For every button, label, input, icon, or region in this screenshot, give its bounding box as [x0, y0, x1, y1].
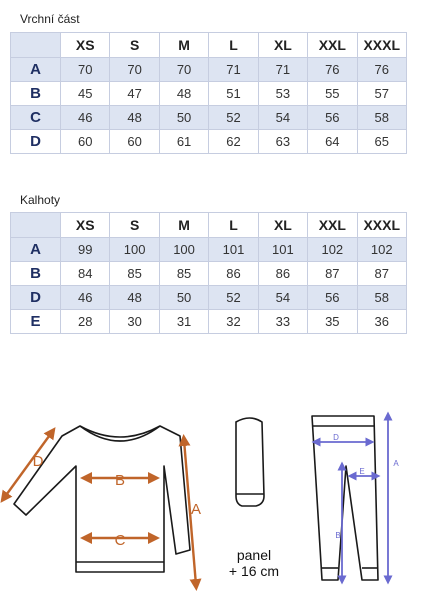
- table-row: [11, 130, 407, 154]
- table-cell: 53: [258, 82, 307, 106]
- table-cell: 63: [258, 130, 307, 154]
- table-cell: 76: [308, 58, 357, 82]
- table-row: [11, 238, 407, 262]
- table-cell: 102: [357, 238, 406, 262]
- size-header: XS: [61, 213, 110, 238]
- top-table-title: Vrchní část: [20, 12, 80, 26]
- table-row: [11, 58, 407, 82]
- pants-label-a: A: [393, 459, 399, 468]
- cuff-panel-outline: [236, 418, 264, 506]
- table-cell: 87: [357, 262, 406, 286]
- top-label-c: C: [114, 532, 126, 549]
- size-header: XL: [258, 33, 307, 58]
- row-label: D: [11, 130, 61, 154]
- table-header-row: [11, 213, 407, 238]
- table-cell: 51: [209, 82, 258, 106]
- table-cell: 102: [308, 238, 357, 262]
- size-header: M: [159, 33, 208, 58]
- size-header: XS: [61, 33, 110, 58]
- table-cell: 56: [308, 286, 357, 310]
- top-label-b: B: [114, 472, 126, 489]
- row-label: C: [11, 106, 61, 130]
- table-cell: 70: [61, 58, 110, 82]
- table-cell: 86: [209, 262, 258, 286]
- table-cell: 62: [209, 130, 258, 154]
- table-cell: 60: [110, 130, 159, 154]
- table-cell: 101: [209, 238, 258, 262]
- table-cell: 86: [258, 262, 307, 286]
- pants-label-e: E: [359, 467, 365, 476]
- table-cell: 32: [209, 310, 258, 334]
- table-cell: 71: [258, 58, 307, 82]
- table-cell: 52: [209, 286, 258, 310]
- row-label: D: [11, 286, 61, 310]
- pants-label-d: D: [333, 433, 339, 442]
- size-header: L: [209, 33, 258, 58]
- table-cell: 76: [357, 58, 406, 82]
- table-header-row: [11, 33, 407, 58]
- table-row: [11, 106, 407, 130]
- table-row: [11, 310, 407, 334]
- table-cell: 36: [357, 310, 406, 334]
- pants-size-table: [10, 212, 407, 334]
- measurement-diagram: [0, 380, 421, 600]
- table-cell: 85: [159, 262, 208, 286]
- table-cell: 55: [308, 82, 357, 106]
- table-cell: 54: [258, 106, 307, 130]
- table-cell: 56: [308, 106, 357, 130]
- row-label: B: [11, 262, 61, 286]
- corner-cell: [11, 213, 61, 238]
- panel-note: [216, 547, 292, 579]
- table-cell: 57: [357, 82, 406, 106]
- table-cell: 30: [110, 310, 159, 334]
- row-label: E: [11, 310, 61, 334]
- table-cell: 48: [159, 82, 208, 106]
- row-label: B: [11, 82, 61, 106]
- table-cell: 46: [61, 106, 110, 130]
- pants-label-b: B: [335, 531, 341, 540]
- size-header: XL: [258, 213, 307, 238]
- row-label: A: [11, 238, 61, 262]
- panel-note-line2: + 16 cm: [228, 563, 280, 579]
- row-label: A: [11, 58, 61, 82]
- table-cell: 52: [209, 106, 258, 130]
- table-cell: 87: [308, 262, 357, 286]
- table-cell: 70: [159, 58, 208, 82]
- size-header: S: [110, 213, 159, 238]
- table-cell: 48: [110, 286, 159, 310]
- size-header: M: [159, 213, 208, 238]
- pants-table-title: Kalhoty: [20, 193, 61, 207]
- size-header: L: [209, 213, 258, 238]
- table-cell: 71: [209, 58, 258, 82]
- table-cell: 31: [159, 310, 208, 334]
- table-cell: 48: [110, 106, 159, 130]
- table-cell: 58: [357, 286, 406, 310]
- table-cell: 28: [61, 310, 110, 334]
- size-header: S: [110, 33, 159, 58]
- table-cell: 99: [61, 238, 110, 262]
- table-row: [11, 262, 407, 286]
- table-cell: 54: [258, 286, 307, 310]
- table-cell: 50: [159, 286, 208, 310]
- table-cell: 64: [308, 130, 357, 154]
- top-label-a: A: [190, 501, 202, 518]
- table-cell: 47: [110, 82, 159, 106]
- table-cell: 45: [61, 82, 110, 106]
- pants-outline: [312, 416, 378, 580]
- table-cell: 101: [258, 238, 307, 262]
- table-cell: 100: [110, 238, 159, 262]
- size-header: XXL: [308, 213, 357, 238]
- panel-note-line1: panel: [236, 547, 272, 563]
- table-cell: 61: [159, 130, 208, 154]
- size-header: XXXL: [357, 33, 406, 58]
- top-label-d: D: [32, 453, 44, 470]
- table-cell: 65: [357, 130, 406, 154]
- corner-cell: [11, 33, 61, 58]
- table-row: [11, 82, 407, 106]
- table-cell: 50: [159, 106, 208, 130]
- table-cell: 85: [110, 262, 159, 286]
- table-cell: 70: [110, 58, 159, 82]
- table-row: [11, 286, 407, 310]
- table-cell: 58: [357, 106, 406, 130]
- size-header: XXXL: [357, 213, 406, 238]
- top-size-table: [10, 32, 407, 154]
- size-header: XXL: [308, 33, 357, 58]
- table-cell: 46: [61, 286, 110, 310]
- table-cell: 84: [61, 262, 110, 286]
- table-cell: 33: [258, 310, 307, 334]
- table-cell: 100: [159, 238, 208, 262]
- table-cell: 35: [308, 310, 357, 334]
- table-cell: 60: [61, 130, 110, 154]
